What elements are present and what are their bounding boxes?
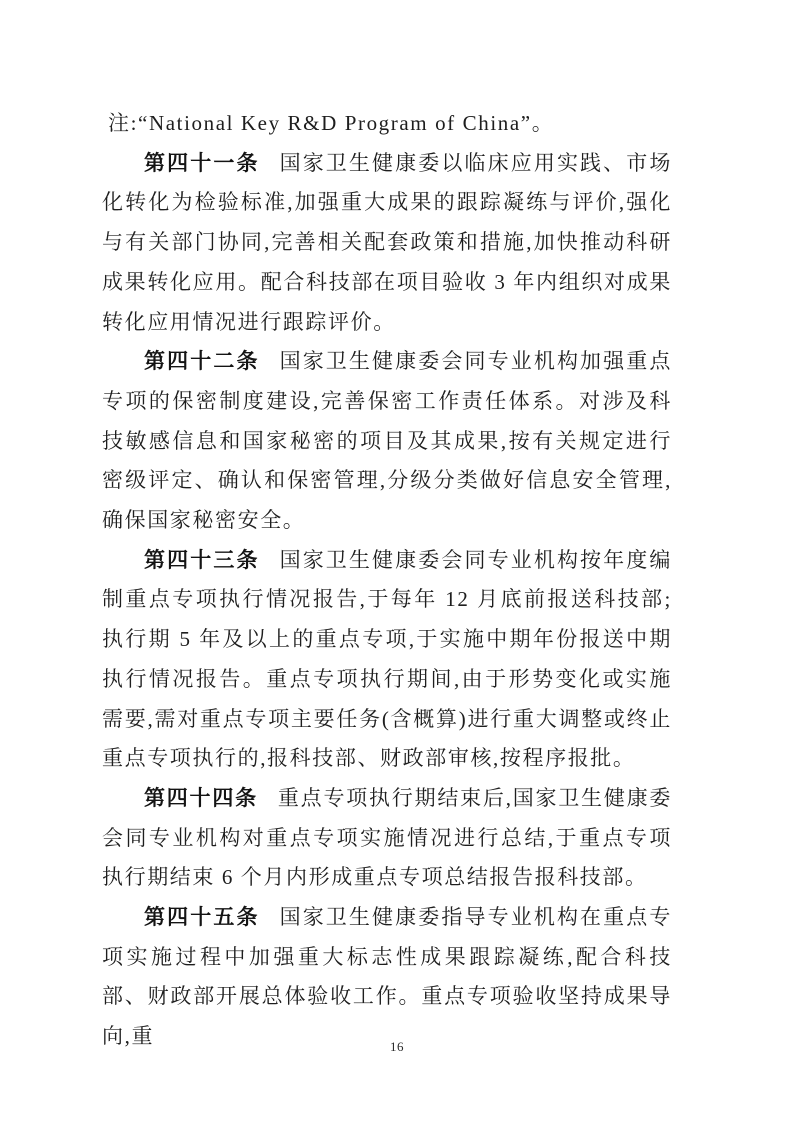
article-number: 第四十四条 [144,785,258,810]
article-paragraph [102,144,672,343]
article-number: 第四十一条 [144,150,260,175]
article-number: 第四十三条 [144,547,260,572]
article-text: 国家卫生健康委会同专业机构按年度编制重点专项执行情况报告,于每年 12 月底前报送科技部;执行期 5 年及以上的重点专项,于实施中期年份报送中期执行情况报告。重点专项执行期间,由于形势变化或实施需要,需对重点专项主要任务(含概算)进行重大调整或终止重点专项执行的,报科技部、财政部审核,按程序报批。 [102,547,673,771]
article-text: 国家卫生健康委以临床应用实践、市场化转化为检验标准,加强重大成果的跟踪凝练与评价,强化与有关部门协同,完善相关配套政策和措施,加快推动科研成果转化应用。配合科技部在项目验收 3 年内组织对成果转化应用情况进行跟踪评价。 [102,150,673,334]
article-number: 第四十五条 [144,905,260,930]
article-paragraph [102,342,672,541]
article-text: 重点专项执行期结束后,国家卫生健康委会同专业机构对重点专项实施情况进行总结,于重点专项执行期结束 6 个月内形成重点专项总结报告报科技部。 [102,785,672,890]
article-number: 第四十二条 [144,349,260,374]
article-text: 国家卫生健康委指导专业机构在重点专项实施过程中加强重大标志性成果跟踪凝练,配合科技部、财政部开展总体验收工作。重点专项验收坚持成果导向,重 [102,905,673,1049]
article-paragraph [102,898,672,1057]
article-paragraph [102,779,672,898]
page-number: 16 [390,1039,404,1054]
article-text: 国家卫生健康委会同专业机构加强重点专项的保密制度建设,完善保密工作责任体系。对涉及科技敏感信息和国家秘密的项目及其成果,按有关规定进行密级评定、确认和保密管理,分级分类做好信息安全管理,确保国家秘密安全。 [102,349,673,533]
articles-container [102,144,672,1057]
document-body [102,104,672,1057]
article-paragraph [102,541,672,779]
note-line: 注:“National Key R&D Program of China”。 [108,111,555,135]
page-footer [0,1038,794,1056]
